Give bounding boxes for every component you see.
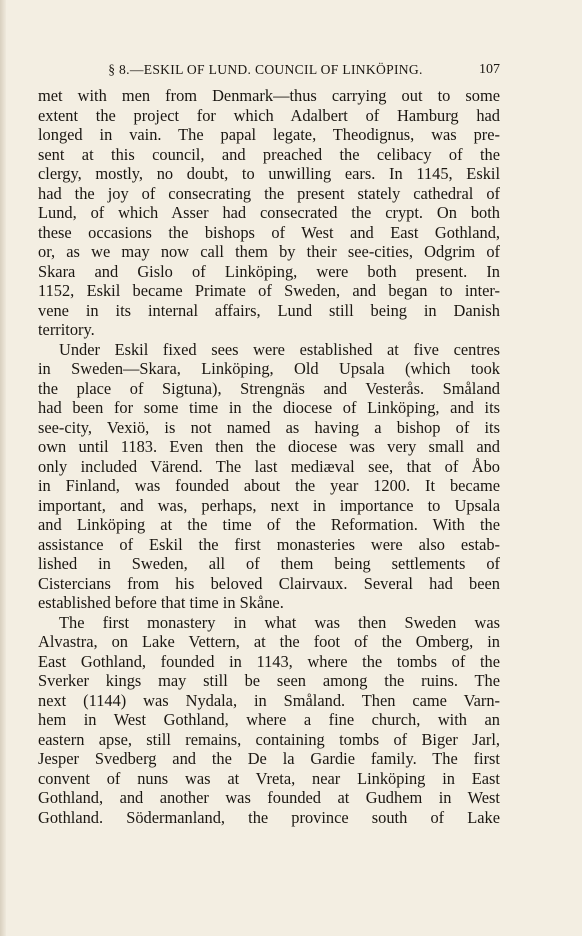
- text-line: Sverker kings may still be seen among the ruins. The: [38, 671, 500, 690]
- text-line: and Linköping at the time of the Reformation. With the: [38, 515, 500, 534]
- paragraph-start-line: Under Eskil fixed sees were established at five centres: [59, 339, 500, 359]
- running-title: § 8.—ESKIL OF LUND. COUNCIL OF LINKÖPING.: [108, 62, 423, 77]
- page-number: 107: [479, 62, 500, 77]
- paragraph-end-line: territory.: [38, 320, 95, 339]
- text-line: Lund, of which Asser had consecrated the crypt. On both: [38, 203, 500, 222]
- text-line: or, as we may now call them by their see-cities, Odgrim of: [38, 242, 500, 261]
- text-line: convent of nuns was at Vreta, near Linköping in East: [38, 768, 500, 788]
- text-line: lished in Sweden, all of them being settlements of: [38, 554, 500, 573]
- text-line: own until 1183. Even then the diocese was very small and: [38, 437, 500, 456]
- paragraph-end-line: established before that time in Skåne.: [38, 593, 284, 612]
- text-line: only included Värend. The last mediæval see, that of Åbo: [38, 456, 500, 476]
- text-line: Gothland. Södermanland, the province south of Lake: [38, 807, 500, 827]
- text-line: clergy, mostly, no doubt, to unwilling ears. In 1145, Eskil: [38, 164, 500, 183]
- text-line: Gothland, and another was founded at Gudhem in West: [38, 788, 500, 807]
- body-text: [38, 86, 500, 827]
- text-line: Skara and Gislo of Linköping, were both present. In: [38, 261, 500, 281]
- text-line: these occasions the bishops of West and East Gothland,: [38, 222, 500, 242]
- text-line: Alvastra, on Lake Vettern, at the foot of the Omberg, in: [38, 632, 500, 651]
- page-header: [38, 60, 500, 80]
- paragraph-start-line: The first monastery in what was then Sweden was: [59, 612, 500, 632]
- text-line: hem in West Gothland, where a fine church, with an: [38, 710, 500, 729]
- text-line: had the joy of consecrating the present stately cathedral of: [38, 183, 500, 203]
- text-line: see-city, Vexiö, is not named as having a bishop of its: [38, 417, 500, 437]
- text-line: Jesper Svedberg and the De la Gardie family. The first: [38, 749, 500, 768]
- text-line: longed in vain. The papal legate, Theodignus, was pre-: [38, 125, 500, 144]
- text-line: Cistercians from his beloved Clairvaux. Several had been: [38, 573, 500, 593]
- text-line: 1152, Eskil became Primate of Sweden, and began to inter-: [38, 281, 500, 300]
- text-line: next (1144) was Nydala, in Småland. Then came Varn-: [38, 690, 500, 710]
- text-line: vene in its internal affairs, Lund still being in Danish: [38, 300, 500, 320]
- text-line: eastern apse, still remains, containing tombs of Biger Jarl,: [38, 729, 500, 749]
- text-line: East Gothland, founded in 1143, where the tombs of the: [38, 651, 500, 671]
- text-line: important, and was, perhaps, next in importance to Upsala: [38, 495, 500, 515]
- text-line: the place of Sigtuna), Strengnäs and Vesterås. Småland: [38, 378, 500, 398]
- text-line: met with men from Denmark—thus carrying out to some: [38, 86, 500, 105]
- text-line: had been for some time in the diocese of Linköping, and its: [38, 398, 500, 417]
- text-line: in Sweden—Skara, Linköping, Old Upsala (which took: [38, 359, 500, 378]
- page-edge-shadow: [0, 0, 6, 936]
- text-line: extent the project for which Adalbert of Hamburg had: [38, 105, 500, 125]
- text-line: in Finland, was founded about the year 1200. It became: [38, 476, 500, 495]
- text-line: assistance of Eskil the first monasteries were also estab-: [38, 534, 500, 554]
- text-line: sent at this council, and preached the celibacy of the: [38, 144, 500, 164]
